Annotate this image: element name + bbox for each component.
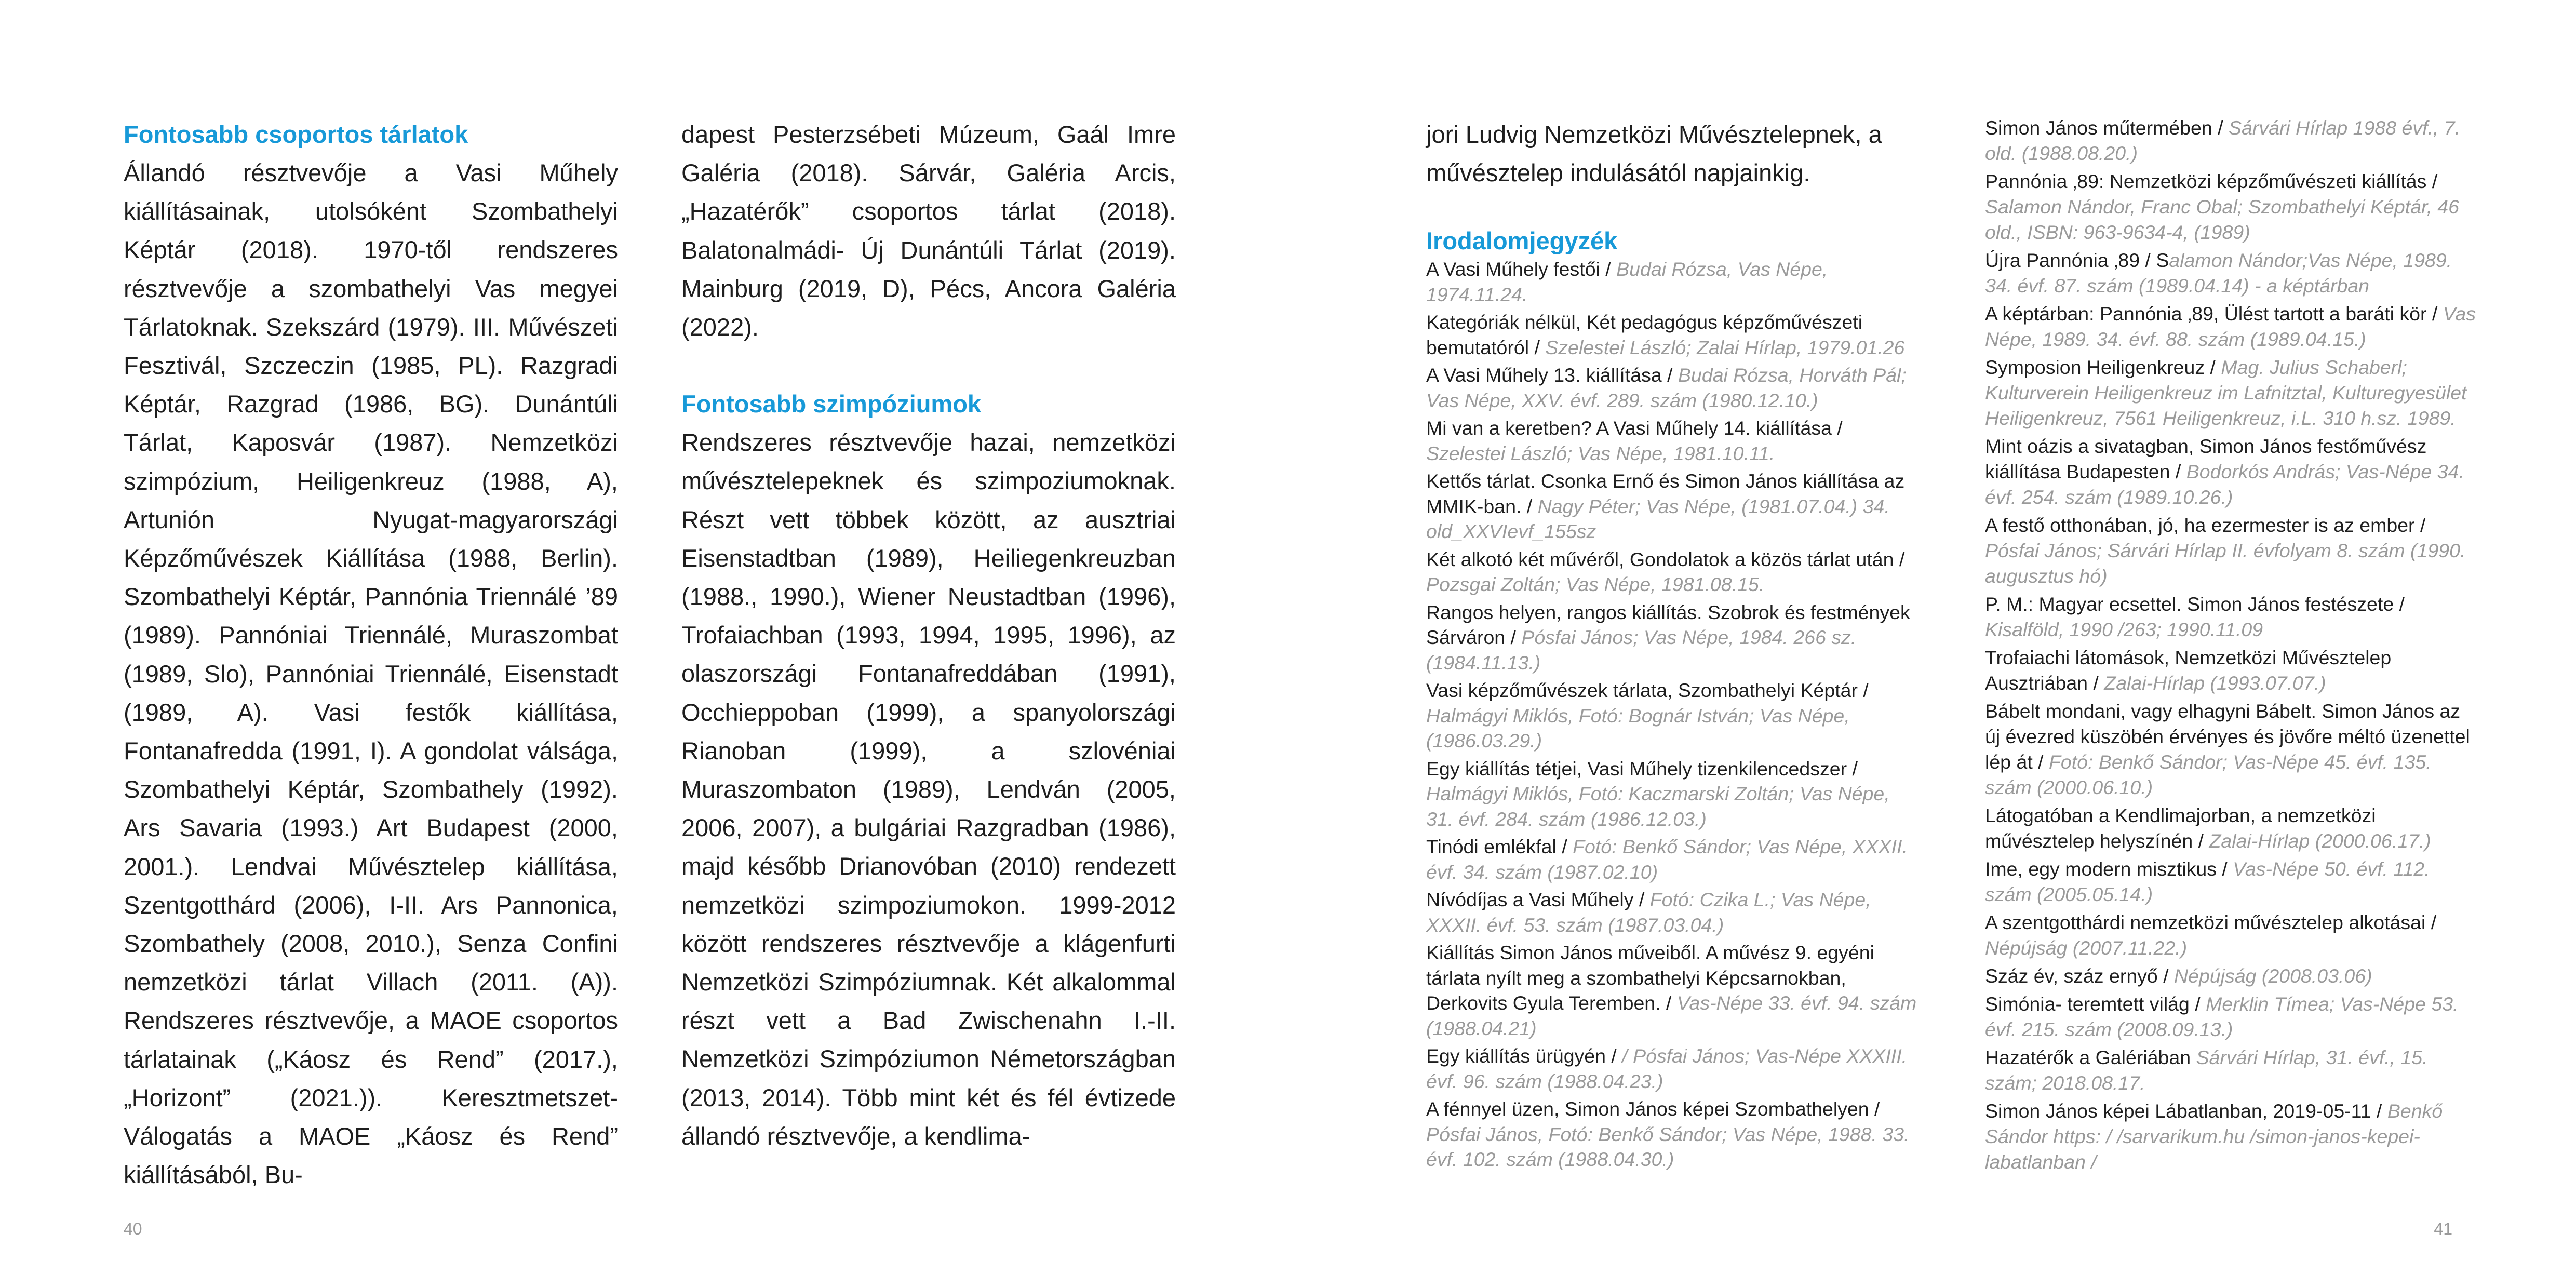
bibliography-entry-source: Vas-Népe 50. évf. 112. szám (2005.05.14.) bbox=[1985, 858, 2430, 905]
bibliography-entry-source: Szelestei László; Zalai Hírlap, 1979.01.26 bbox=[1545, 336, 1905, 358]
symposia-heading: Fontosabb szimpóziumok bbox=[681, 390, 982, 418]
bibliography-entry-title: A Vasi Műhely festői / bbox=[1426, 258, 1617, 280]
bibliography-entry-title: P. M.: Magyar ecsettel. Simon János festészete / bbox=[1985, 593, 2405, 615]
bibliography-entry-title: A fénnyel üzen, Simon János képei Szombathelyen / bbox=[1426, 1098, 1880, 1120]
bibliography-entry bbox=[1985, 115, 2479, 166]
bibliography-entry-title: A szentgotthárdi nemzetközi művésztelep alkotásai / bbox=[1985, 911, 2437, 933]
right-page-column-1 bbox=[1426, 115, 1921, 1175]
bibliography-entry-title: Rangos helyen, rangos kiállítás. Szobrok és festmények Sárváron / bbox=[1426, 601, 1910, 649]
bibliography-entry-source: Zalai-Hírlap (2000.06.17.) bbox=[2209, 830, 2431, 852]
bibliography-entry bbox=[1426, 887, 1921, 937]
bibliography-entry-source: Nagy Péter; Vas Népe, (1981.07.04.) 34. old_XXVIevf_155sz bbox=[1426, 495, 1890, 543]
bibliography-entry-title: Újra Pannónia ‚89 / S bbox=[1985, 249, 2169, 271]
bibliography-entry-source: Vas Népe, 1989. 34. évf. 88. szám (1989.04.15.) bbox=[1985, 303, 2476, 350]
group-exhibitions-heading: Fontosabb csoportos tárlatok bbox=[124, 120, 468, 148]
bibliography-entry-source: Pozsgai Zoltán; Vas Népe, 1981.08.15. bbox=[1426, 573, 1765, 596]
bibliography-entry-source: Pósfai János; Sárvári Hírlap II. évfolyam 8. szám (1990. augusztus hó) bbox=[1985, 540, 2466, 587]
bibliography-entry-title: Simónia- teremtett világ / bbox=[1985, 993, 2206, 1015]
bibliography-entry bbox=[1985, 803, 2479, 854]
bibliography-entry bbox=[1985, 1045, 2479, 1096]
bibliography-entry-source: Sárvári Hírlap, 31. évf., 15. szám; 2018.08.17. bbox=[1985, 1046, 2428, 1094]
bibliography-entry-source: Salamon Nándor, Franc Obal; Szombathelyi Képtár, 46 old., ISBN: 963-9634-4, (1989) bbox=[1985, 196, 2460, 243]
bibliography-entry bbox=[1426, 1043, 1921, 1094]
left-page-column-1 bbox=[124, 115, 618, 1194]
bibliography-entry-source: Fotó: Benkő Sándor; Vas Népe, XXXII. évf. 34. szám (1987.02.10) bbox=[1426, 836, 1908, 883]
bibliography-entry-source: Kisalföld, 1990 /263; 1990.11.09 bbox=[1985, 619, 2263, 640]
section-gap bbox=[681, 346, 1176, 385]
bibliography-entry bbox=[1985, 355, 2479, 431]
bibliography-entry-title: Egy kiállítás ürügyén / bbox=[1426, 1045, 1622, 1067]
bibliography-entry bbox=[1426, 363, 1921, 413]
bibliography-entry bbox=[1985, 699, 2479, 800]
bibliography-entry bbox=[1985, 301, 2479, 352]
bibliography-entry-source: alamon Nándor;Vas Népe, 1989. 34. évf. 87. szám (1989.04.14) - a képtárban bbox=[1985, 249, 2452, 297]
bibliography-entry-title: A festő otthonában, jó, ha ezermester is az ember / bbox=[1985, 514, 2426, 536]
bibliography-entry bbox=[1426, 600, 1921, 676]
bibliography-entry-source: Merklin Tímea; Vas-Népe 53. évf. 215. szám (2008.09.13.) bbox=[1985, 993, 2459, 1040]
bibliography-entry bbox=[1426, 415, 1921, 466]
bibliography-entry bbox=[1426, 468, 1921, 544]
bibliography-entry-source: Népújság (2007.11.22.) bbox=[1985, 937, 2188, 959]
bibliography-entry-source: Zalai-Hírlap (1993.07.07.) bbox=[2104, 672, 2326, 694]
bibliography-entry-title: Mint oázis a sivatagban, Simon János festőművész kiállítása Budapesten / bbox=[1985, 435, 2427, 482]
bibliography-entry-source: Fotó: Czika L.; Vas Népe, XXXII. évf. 53. szám (1987.03.04.) bbox=[1426, 889, 1871, 936]
bibliography-entry-title: Száz év, száz ernyő / bbox=[1985, 965, 2175, 987]
bibliography-entry-title: Mi van a keretben? A Vasi Műhely 14. kiállítása / bbox=[1426, 417, 1843, 439]
bibliography-entry-title: Simon János képei Lábatlanban, 2019-05-11 / bbox=[1985, 1100, 2387, 1122]
bibliography-entry-title: Kiállítás Simon János műveiből. A művész 9. egyéni tárlata nyílt meg a szombathelyi Képcsarnokban, Derkovits Gyula Teremben. / bbox=[1426, 942, 1874, 1014]
bibliography-entry-source: Fotó: Benkő Sándor; Vas-Népe 45. évf. 135. szám (2000.06.10.) bbox=[1985, 751, 2432, 798]
bibliography-entry-title: Egy kiállítás tétjei, Vasi Műhely tizenkilencedszer / bbox=[1426, 757, 1858, 780]
bibliography-entry bbox=[1426, 756, 1921, 832]
symposia-text-continued: jori Ludvig Nemzetközi Művésztelepnek, a művésztelep indulásától napjainkig. bbox=[1426, 120, 1882, 187]
left-page-column-2 bbox=[681, 115, 1176, 1156]
bibliography-entry-title: Simon János műtermében / bbox=[1985, 117, 2229, 139]
bibliography-entry-source: Vas-Népe 33. évf. 94. szám (1988.04.21) bbox=[1426, 992, 1917, 1039]
bibliography-entry-title: Látogatóban a Kendlimajorban, a nemzetközi művésztelep helyszínén / bbox=[1985, 804, 2376, 852]
bibliography-entry-title: Pannónia ‚89: Nemzetközi képzőművészeti kiállítás / bbox=[1985, 170, 2438, 192]
bibliography-entry-source: Halmágyi Miklós, Fotó: Kaczmarski Zoltán; Vas Népe, 31. évf. 284. szám (1986.12.03.) bbox=[1426, 783, 1890, 830]
bibliography-entry bbox=[1426, 834, 1921, 884]
bibliography-entry bbox=[1426, 310, 1921, 360]
bibliography-entry-source: Mag. Julius Schaberl; Kulturverein Heiligenkreuz im Lafnitztal, Kulturegyesület Heiligenkreuz, 7561 Heiligenkreuz, i.L. 310 h.sz. 1989. bbox=[1985, 356, 2467, 429]
bibliography-entry bbox=[1426, 940, 1921, 1041]
bibliography-entry bbox=[1985, 434, 2479, 510]
bibliography-entry-title: Trofaiachi látomások, Nemzetközi Művésztelep Ausztriában / bbox=[1985, 647, 2392, 694]
group-exhibitions-text-continued: dapest Pesterzsébeti Múzeum, Gaál Imre Galéria (2018). Sárvár, Galéria Arcis, „Hazatérők” csoportos tárlat (2018). Balatonalmádi- Új Dunántúli Tárlat (2019). Mainburg (2019, D), Pécs, Ancora Galéria (2022). bbox=[681, 120, 1176, 341]
bibliography-entry-title: A képtárban: Pannónia ‚89, Ülést tartott a baráti kör / bbox=[1985, 303, 2443, 325]
right-page-column-2 bbox=[1985, 115, 2479, 1177]
bibliography-entry-title: Kettős tárlat. Csonka Ernő és Simon János kiállítása az MMIK-ban. / bbox=[1426, 470, 1905, 517]
bibliography-entry-title: Kategóriák nélkül, Két pedagógus képzőművészeti bemutatóról / bbox=[1426, 311, 1863, 358]
bibliography-entry bbox=[1985, 592, 2479, 642]
bibliography-entry-title: Hazatérők a Galériában bbox=[1985, 1046, 2196, 1068]
bibliography-entry-title: Nívódíjas a Vasi Műhely / bbox=[1426, 889, 1650, 911]
symposia-text: Rendszeres résztvevője hazai, nemzetközi művésztelepeknek és szimpoziumoknak. Részt vett többek között, az ausztriai Eisenstadtban (1989), Heiliegenkreuzban (1988., 1990.), Wiener Neustadtban (1996), Trofaiachban (1993, 1994, 1995, 1996), az olaszországi Fontanafreddában (1991), Occhieppoban (1999), a spanyolországi Rianoban (1999), a szlovéniai Muraszombaton (1989), Lendván (2005, 2006, 2007), a bulgáriai Razgradban (1986), majd később Drianovóban (2010) rendezett nemzetközi szimpoziumokon. 1999-2012 között rendszeres résztvevője a klágenfurti Nemzetközi Szimpóziumnak. Két alkalommal részt vett a Bad Zwischenahn I.-II. Nemzetközi Szimpóziumon Németországban (2013, 2014). Több mint két és fél évtizede állandó résztvevője, a kendlima- bbox=[681, 428, 1176, 1150]
bibliography-entry bbox=[1985, 513, 2479, 589]
bibliography-heading: Irodalomjegyzék bbox=[1426, 227, 1618, 255]
bibliography-entry-title: Tinódi emlékfal / bbox=[1426, 836, 1573, 858]
bibliography-entry-source: Bodorkós András; Vas-Népe 34. évf. 254. szám (1989.10.26.) bbox=[1985, 461, 2464, 508]
bibliography-entry-source: Pósfai János, Fotó: Benkő Sándor; Vas Népe, 1988. 33. évf. 102. szám (1988.04.30.) bbox=[1426, 1123, 1910, 1171]
page-number-right: 41 bbox=[2434, 1219, 2452, 1238]
bibliography-entry bbox=[1985, 856, 2479, 907]
bibliography-entry bbox=[1985, 1098, 2479, 1175]
bibliography-entry bbox=[1985, 645, 2479, 696]
bibliography-entry-source: Budai Rózsa, Horváth Pál; Vas Népe, XXV. évf. 289. szám (1980.12.10.) bbox=[1426, 364, 1907, 411]
bibliography-entry-title: A Vasi Műhely 13. kiállítása / bbox=[1426, 364, 1678, 386]
bibliography-entry bbox=[1985, 991, 2479, 1042]
bibliography-entry-source: Pósfai János; Vas Népe, 1984. 266 sz. (1984.11.13.) bbox=[1426, 626, 1857, 674]
bibliography-list-part-2 bbox=[1985, 115, 2479, 1175]
bibliography-entry bbox=[1426, 547, 1921, 597]
bibliography-entry-source: Halmágyi Miklós, Fotó: Bognár István; Vas Népe, (1986.03.29.) bbox=[1426, 704, 1850, 752]
bibliography-entry-source: Népújság (2008.03.06) bbox=[2174, 965, 2372, 987]
group-exhibitions-text: Állandó résztvevője a Vasi Műhely kiállításainak, utolsóként Szombathelyi Képtár (2018). 1970-től rendszeres résztvevője a szombathelyi Vas megyei Tárlatoknak. Szekszárd (1979). III. Művészeti Fesztivál, Szczeczin (1985, PL). Razgradi Képtár, Razgrad (1986, BG). Dunántúli Tárlat, Kaposvár (1987). Nemzetközi szimpózium, Heiligenkreuz (1988, A), Artunión Nyugat-magyarországi Képzőművészek Kiállítása (1988, Berlin). Szombathelyi Képtár, Pannónia Triennálé ’89 (1989). Pannóniai Triennálé, Muraszombat (1989, Slo), Pannóniai Triennálé, Eisenstadt (1989, A). Vasi festők kiállítása, Fontanafredda (1991, I). A gondolat válsága, Szombathelyi Képtár, Szombathely (1992). Ars Savaria (1993.) Art Budapest (2000, 2001.). Lendvai Művésztelep kiállítása, Szentgotthárd (2006), I-II. Ars Pannonica, Szombathely (2008, 2010.), Senza Confini nemzetközi tárlat Villach (2011. (A)). Rendszeres résztvevője, a MAOE csoportos tárlatainak („Káosz és Rend” (2017.), „Horizont” (2021.)). Keresztmetszet- Válogatás a MAOE „Káosz és Rend” kiállításából, Bu- bbox=[124, 159, 618, 1189]
bibliography-entry bbox=[1426, 1096, 1921, 1172]
bibliography-entry bbox=[1985, 248, 2479, 299]
bibliography-entry-title: Vasi képzőművészek tárlata, Szombathelyi Képtár / bbox=[1426, 679, 1869, 702]
bibliography-entry bbox=[1426, 257, 1921, 307]
bibliography-entry-source: Budai Rózsa, Vas Népe, 1974.11.24. bbox=[1426, 258, 1828, 305]
bibliography-entry bbox=[1985, 169, 2479, 245]
bibliography-entry-title: Ime, egy modern misztikus / bbox=[1985, 858, 2233, 880]
bibliography-entry-title: Bábelt mondani, vagy elhagyni Bábelt. Simon János az új évezred küszöbén érvényes és jövőre méltó üzenettel lép át / bbox=[1985, 700, 2470, 773]
bibliography-entry bbox=[1985, 910, 2479, 961]
bibliography-entry-source: Sárvári Hírlap 1988 évf., 7. old. (1988.08.20.) bbox=[1985, 117, 2461, 164]
bibliography-entry bbox=[1985, 963, 2479, 989]
bibliography-entry bbox=[1426, 678, 1921, 754]
page-number-left: 40 bbox=[124, 1219, 142, 1238]
bibliography-list-part-1 bbox=[1426, 257, 1921, 1172]
bibliography-entry-source: / Pósfai János; Vas-Népe XXXIII. évf. 96. szám (1988.04.23.) bbox=[1426, 1045, 1908, 1092]
bibliography-entry-source: Szelestei László; Vas Népe, 1981.10.11. bbox=[1426, 442, 1775, 464]
bibliography-entry-source: Benkő Sándor https: / /sarvarikum.hu /simon-janos-kepei-labatlanban / bbox=[1985, 1100, 2443, 1173]
bibliography-entry-title: Két alkotó két művéről, Gondolatok a közös tárlat után / bbox=[1426, 548, 1905, 570]
bibliography-entry-title: Symposion Heiligenkreuz / bbox=[1985, 356, 2221, 378]
